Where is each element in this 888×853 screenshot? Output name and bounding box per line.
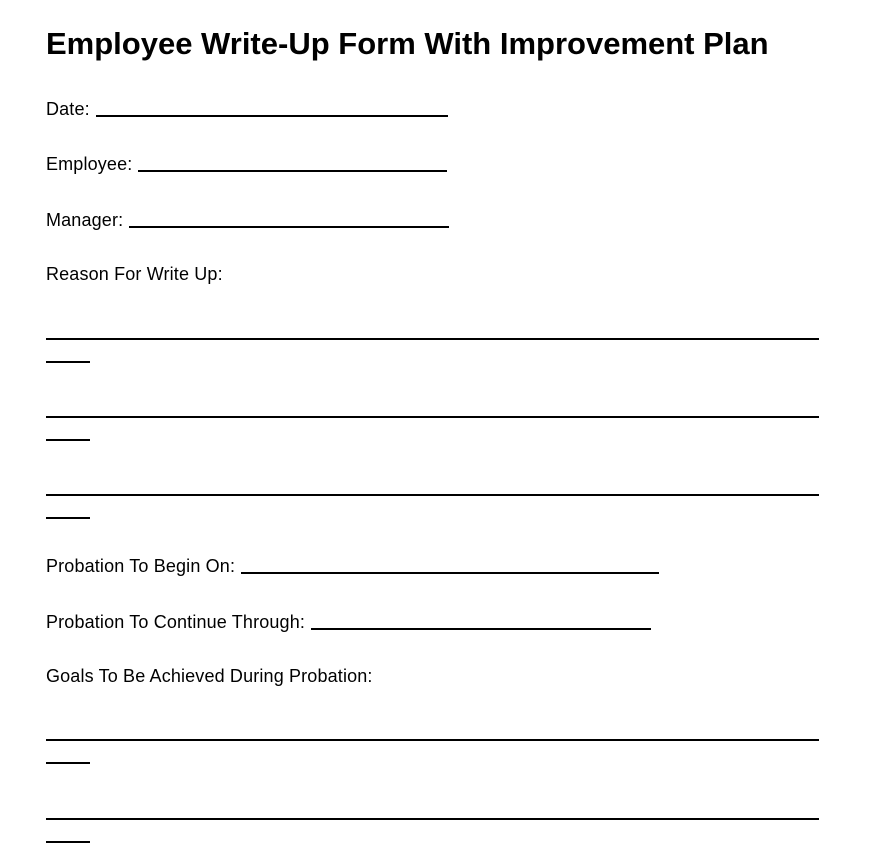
date-field [46,96,448,120]
manager-field [46,207,449,231]
probation-continue-field [46,609,651,633]
employee-field [46,151,447,175]
goals-line-1-continuation[interactable] [46,762,90,764]
manager-label: Manager: [46,210,124,230]
reason-line-2[interactable] [46,416,819,418]
reason-line-1[interactable] [46,338,819,340]
manager-blank-line[interactable] [129,226,449,228]
date-label: Date: [46,99,90,119]
form-title: Employee Write-Up Form With Improvement Plan [46,26,769,61]
goals-line-1[interactable] [46,739,819,741]
date-blank-line[interactable] [96,115,448,117]
goals-line-2[interactable] [46,818,819,820]
probation-continue-label: Probation To Continue Through: [46,612,306,632]
reason-line-2-continuation[interactable] [46,439,90,441]
reason-line-3[interactable] [46,494,819,496]
goals-line-2-continuation[interactable] [46,841,90,843]
probation-begin-blank-line[interactable] [241,572,659,574]
reason-label: Reason For Write Up: [46,264,223,284]
employee-blank-line[interactable] [138,170,447,172]
probation-begin-label: Probation To Begin On: [46,556,236,576]
probation-continue-blank-line[interactable] [311,628,651,630]
employee-label: Employee: [46,154,133,174]
reason-line-3-continuation[interactable] [46,517,90,519]
reason-line-1-continuation[interactable] [46,361,90,363]
probation-begin-field [46,553,659,577]
goals-label: Goals To Be Achieved During Probation: [46,666,373,686]
